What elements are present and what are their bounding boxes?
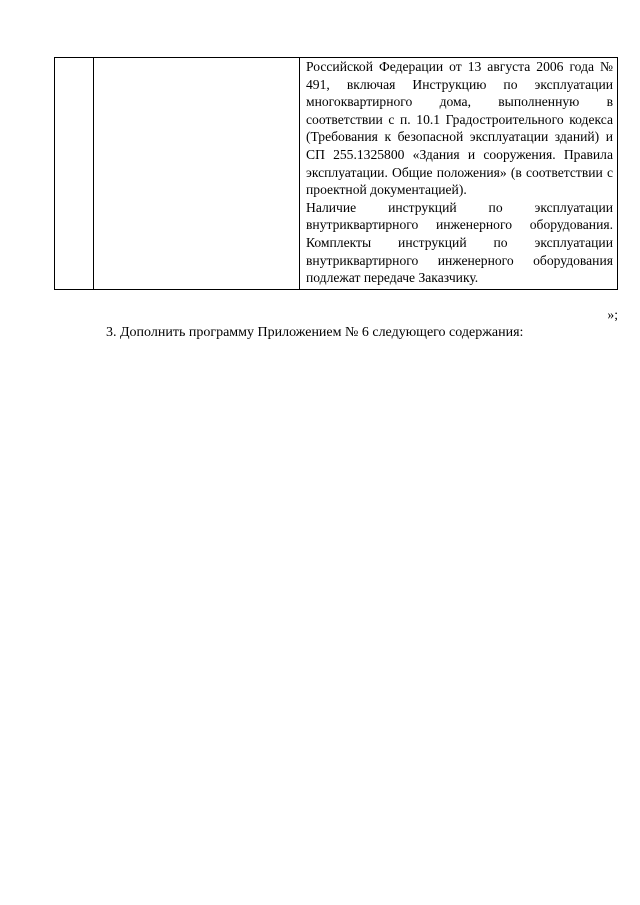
- requirements-paragraph-2: Наличие инструкций по эксплуатации внутриквартирного инженерного оборудования. Комплекты инструкций по эксплуатации внутриквартирного инженерного оборудования подлежат передаче Заказчику.: [306, 199, 613, 286]
- document-table: [54, 57, 618, 290]
- table-cell-number: [55, 58, 94, 290]
- table-cell-requirements: [300, 58, 618, 290]
- amendment-point-3: 3. Дополнить программу Приложением № 6 следующего содержания:: [106, 325, 524, 340]
- requirements-paragraph-1: Российской Федерации от 13 августа 2006 года № 491, включая Инструкцию по эксплуатации многоквартирного дома, выполненную в соответствии с п. 10.1 Градостроительного кодекса (Требования к безопасной эксплуатации зданий) и СП 255.1325800 «Здания и сооружения. Правила эксплуатации. Общие положения» (в соответствии с проектной документацией).: [306, 59, 613, 198]
- table-cell-name: [94, 58, 300, 290]
- table-row: [55, 58, 618, 290]
- closing-quote-mark: »;: [607, 307, 618, 322]
